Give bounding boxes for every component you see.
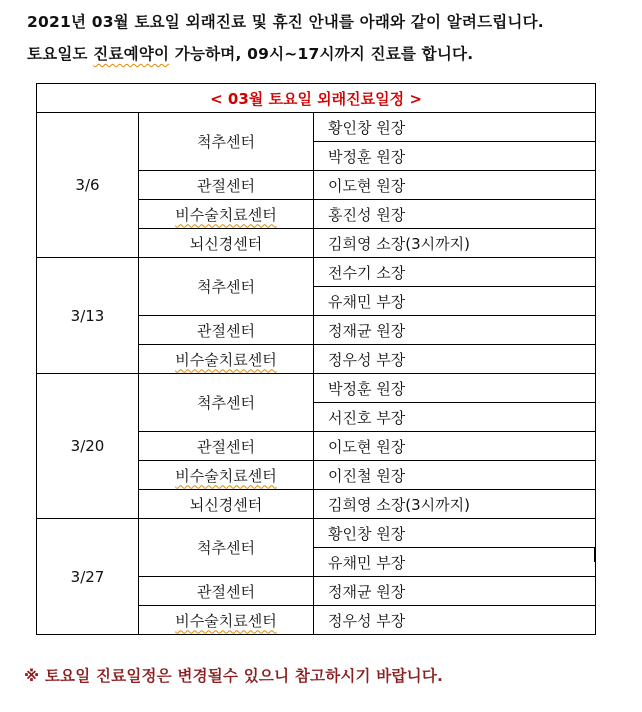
- department-cell: [139, 171, 314, 200]
- department-cell: [139, 258, 314, 316]
- department-cell: [139, 606, 314, 635]
- department-cell: [139, 461, 314, 490]
- intro-line-2-end: 가능하며, 09시~17시까지 진료를 합니다.: [169, 45, 474, 63]
- department-name: 관절센터: [197, 321, 255, 340]
- doctor-cell: 이진철 원장: [314, 461, 596, 490]
- doctor-cell: 전수기 소장: [314, 258, 596, 287]
- department-name: 비수술치료센터: [175, 466, 277, 485]
- doctor-cell: 박정훈 원장: [314, 374, 596, 403]
- doctor-cell: 이도현 원장: [314, 432, 596, 461]
- department-name: 관절센터: [197, 437, 255, 456]
- table-title: < 03월 토요일 외래진료일정 >: [37, 84, 596, 113]
- doctor-cell: 정우성 부장: [314, 606, 596, 635]
- department-name: 비수술치료센터: [175, 611, 277, 630]
- intro-line-1: 2021년 03월 토요일 외래진료 및 휴진 안내를 아래와 같이 알려드립니다.: [27, 13, 544, 31]
- table-title-row: [37, 84, 596, 113]
- date-cell: 3/13: [37, 258, 139, 374]
- date-cell: 3/27: [37, 519, 139, 635]
- footer-notice: ※ 토요일 진료일정은 변경될수 있으니 참고하시기 바랍니다.: [24, 667, 444, 685]
- doctor-cell: 정우성 부장: [314, 345, 596, 374]
- doctor-cell: 김희영 소장(3시까지): [314, 490, 596, 519]
- schedule-table: [36, 83, 596, 635]
- department-cell: [139, 113, 314, 171]
- department-cell: [139, 316, 314, 345]
- department-name: 관절센터: [197, 176, 255, 195]
- department-cell: [139, 374, 314, 432]
- table-row: [37, 258, 596, 287]
- doctor-cell: 김희영 소장(3시까지): [314, 229, 596, 258]
- department-name: 척추센터: [197, 278, 255, 296]
- department-cell: [139, 345, 314, 374]
- department-name: 척추센터: [197, 539, 255, 557]
- department-name: 비수술치료센터: [175, 205, 277, 224]
- department-name: 뇌신경센터: [189, 234, 263, 253]
- department-name: 뇌신경센터: [189, 495, 263, 514]
- department-cell: [139, 490, 314, 519]
- department-name: 관절센터: [197, 582, 255, 601]
- department-cell: [139, 200, 314, 229]
- table-row: [37, 519, 596, 548]
- schedule-table-body: [37, 84, 596, 635]
- department-cell: [139, 432, 314, 461]
- department-cell: [139, 577, 314, 606]
- intro-line-2: [27, 42, 473, 64]
- doctor-cell: 정재균 원장: [314, 316, 596, 345]
- doctor-cell: 황인창 원장: [314, 519, 596, 548]
- department-name: 척추센터: [197, 133, 255, 151]
- doctor-cell: 유채민 부장: [314, 287, 596, 316]
- table-row: [37, 113, 596, 142]
- doctor-cell: 홍진성 원장: [314, 200, 596, 229]
- intro-line-2-underlined: 진료예약이: [93, 45, 170, 63]
- doctor-cell: 유채민 부장: [314, 548, 596, 577]
- intro-line-2-start: 토요일도: [27, 45, 94, 63]
- doctor-cell: 서진호 부장: [314, 403, 596, 432]
- department-cell: [139, 229, 314, 258]
- date-cell: 3/20: [37, 374, 139, 519]
- doctor-cell: 박정훈 원장: [314, 142, 596, 171]
- department-cell: [139, 519, 314, 577]
- doctor-cell: 정재균 원장: [314, 577, 596, 606]
- table-row: [37, 374, 596, 403]
- department-name: 척추센터: [197, 394, 255, 412]
- department-name: 비수술치료센터: [175, 350, 277, 369]
- date-cell: 3/6: [37, 113, 139, 258]
- doctor-cell: 이도현 원장: [314, 171, 596, 200]
- text-cursor: [594, 548, 595, 562]
- doctor-cell: 황인창 원장: [314, 113, 596, 142]
